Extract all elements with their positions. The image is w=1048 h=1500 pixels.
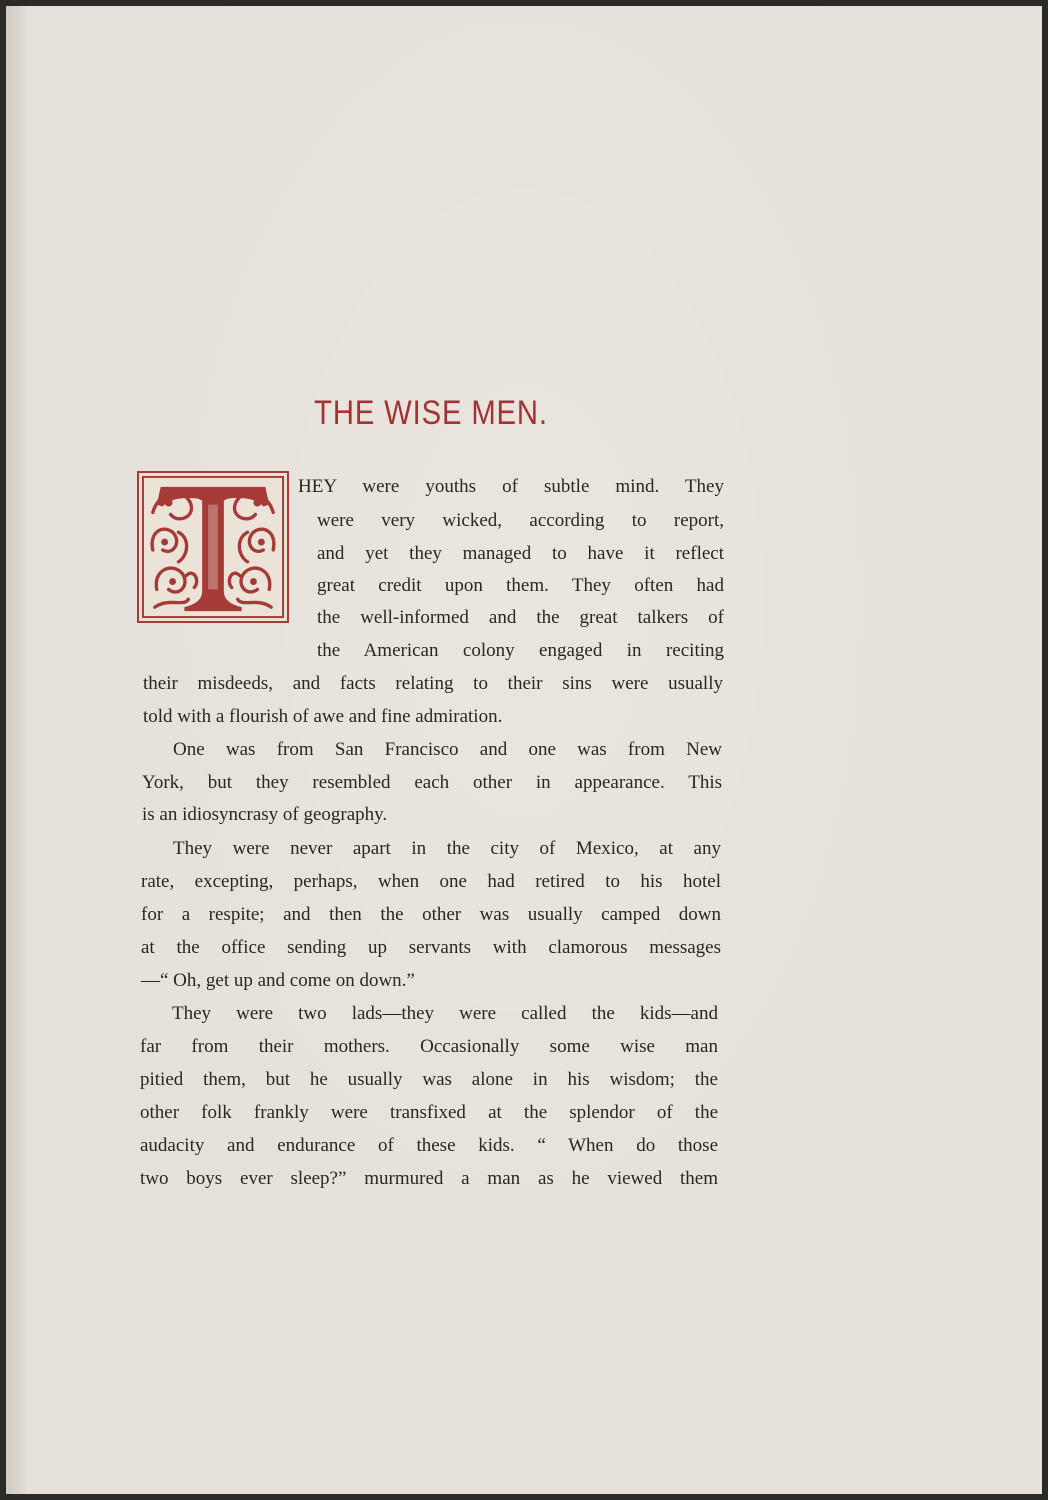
text-line: —“ Oh, get up and come on down.” [141, 970, 415, 991]
text-line: HEY were youths of subtle mind. They [298, 476, 724, 497]
text-line: They were two lads—they were called the kids—and [172, 1003, 718, 1024]
text-line: their misdeeds, and facts relating to their sins were usually [143, 673, 723, 694]
text-line: is an idiosyncrasy of geography. [142, 804, 388, 825]
text-line: York, but they resembled each other in appearance. This [142, 772, 722, 793]
drop-cap-letter-t [139, 473, 287, 621]
book-page [6, 6, 1042, 1494]
text-line: the well-informed and the great talkers of [317, 607, 724, 628]
text-line: One was from San Francisco and one was from New [173, 739, 722, 760]
text-line: other folk frankly were transfixed at the splendor of the [140, 1102, 718, 1123]
text-line: rate, excepting, perhaps, when one had retired to his hotel [141, 871, 721, 892]
text-line: told with a flourish of awe and fine admiration. [143, 706, 503, 727]
text-line: the American colony engaged in reciting [317, 640, 724, 661]
text-line: two boys ever sleep?” murmured a man as he viewed them [140, 1168, 718, 1189]
text-line: far from their mothers. Occasionally some wise man [140, 1036, 718, 1057]
text-line: were very wicked, according to report, [317, 510, 724, 531]
chapter-title: THE WISE MEN. [314, 394, 548, 432]
text-line: pitied them, but he usually was alone in his wisdom; the [140, 1069, 718, 1090]
drop-cap-ornament [137, 471, 289, 623]
text-line: at the office sending up servants with clamorous messages [141, 937, 721, 958]
text-line: audacity and endurance of these kids. “ When do those [140, 1135, 718, 1156]
text-line: great credit upon them. They often had [317, 575, 724, 596]
text-line: They were never apart in the city of Mexico, at any [173, 838, 721, 859]
text-line: and yet they managed to have it reflect [317, 543, 724, 564]
text-line: for a respite; and then the other was usually camped down [141, 904, 721, 925]
